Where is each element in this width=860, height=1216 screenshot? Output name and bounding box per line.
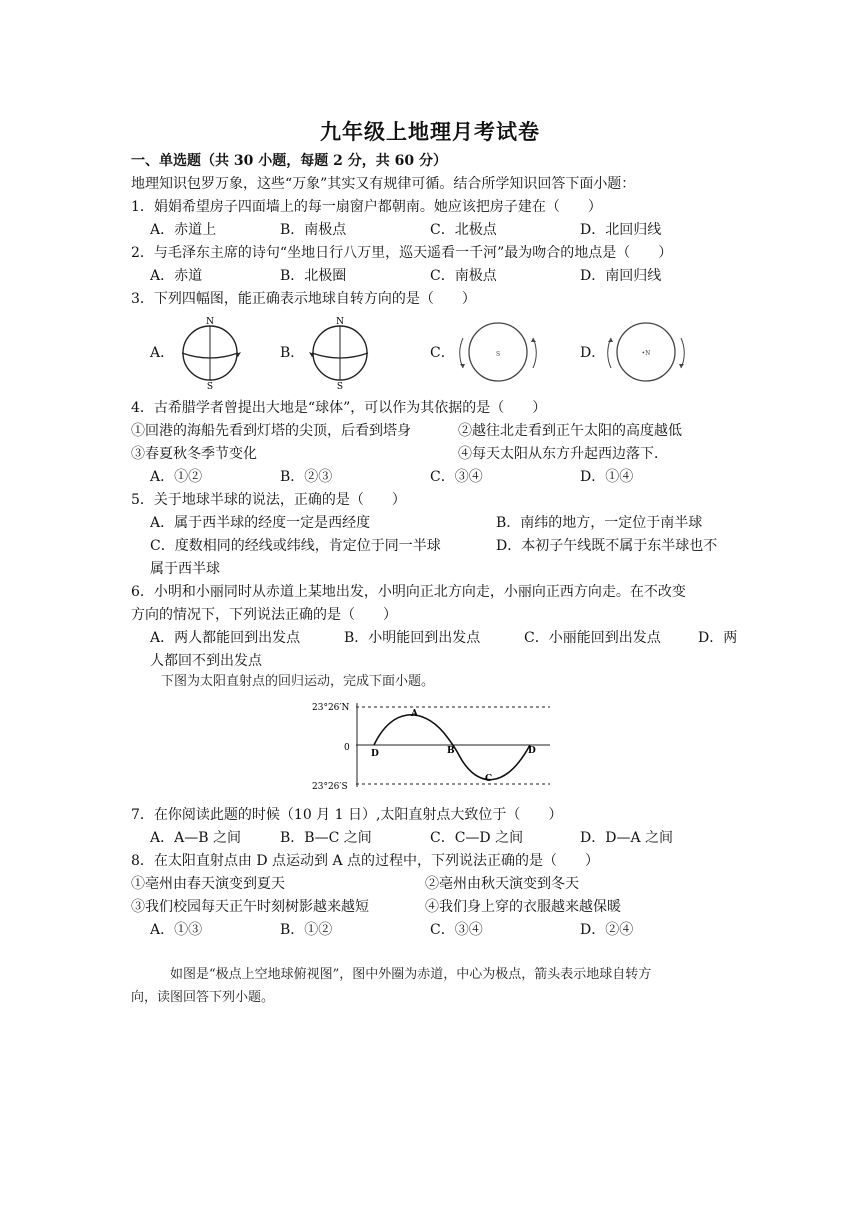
- point-d-label-right: D: [528, 746, 536, 756]
- pole-label: S: [495, 351, 501, 358]
- q3-option-a[interactable]: A．: [150, 345, 175, 361]
- q6-option-c[interactable]: C．小丽能回到出发点: [524, 630, 661, 646]
- q7-option-b[interactable]: B．B—C 之间: [280, 830, 372, 846]
- q4-statement-4: ④每天太阳从东方升起西边落下．: [458, 446, 668, 462]
- sun-migration-diagram: [310, 697, 555, 792]
- q7-option-c[interactable]: C．C—D 之间: [430, 830, 524, 846]
- q4-statement-1: ①回港的海船先看到灯塔的尖顶，后看到塔身: [131, 423, 411, 439]
- q6-option-a[interactable]: A．两人都能回到出发点: [150, 630, 301, 646]
- polar-figure-instruction: 如图是“极点上空地球俯视图”，图中外圈为赤道，中心为极点，箭头表示地球自转方: [170, 967, 652, 982]
- q8-option-d[interactable]: D．②④: [580, 922, 634, 938]
- q3-option-c[interactable]: C．: [430, 345, 455, 361]
- south-label: S: [206, 382, 214, 391]
- pole-label: •N: [641, 350, 651, 357]
- diagram-instruction: 下图为太阳直射点的回归运动，完成下面小题。: [161, 674, 435, 689]
- point-c-label: C: [485, 774, 493, 784]
- equator-label: 0: [344, 743, 350, 753]
- q6-option-d[interactable]: D．两: [698, 630, 738, 646]
- q1-option-c[interactable]: C．北极点: [430, 222, 497, 238]
- south-label: S: [336, 382, 344, 391]
- rotation-arc-left: [608, 338, 611, 368]
- q5-stem: 5．关于地球半球的说法，正确的是（ ）: [131, 492, 406, 508]
- exam-title: 九年级上地理月考试卷: [320, 119, 540, 144]
- rotation-arc-left: [460, 338, 463, 368]
- q6-stem: 6．小明和小丽同时从赤道上某地出发，小明向正北方向走，小丽向正西方向走。在不改变: [131, 584, 686, 600]
- q5-option-d-cont: 属于西半球: [150, 561, 220, 577]
- north-label: N: [206, 317, 214, 327]
- q6-stem-cont: 方向的情况下，下列说法正确的是（ ）: [131, 607, 397, 623]
- q1-option-d[interactable]: D．北回归线: [580, 222, 662, 238]
- q5-option-d[interactable]: D．本初子午线既不属于东半球也不: [496, 538, 718, 554]
- q6-option-b[interactable]: B．小明能回到出发点: [344, 630, 481, 646]
- q2-option-a[interactable]: A．赤道: [150, 268, 203, 284]
- q7-stem: 7．在你阅读此题的时候（10 月 1 日）,太阳直射点大致位于（ ）: [131, 807, 563, 823]
- q2-option-d[interactable]: D．南回归线: [580, 268, 662, 284]
- south-tropic-label: 23°26′S: [312, 782, 348, 792]
- q5-option-b[interactable]: B．南纬的地方，一定位于南半球: [496, 515, 703, 531]
- intro-text: 地理知识包罗万象，这些“万象”其实又有规律可循。结合所学知识回答下面小题：: [131, 176, 636, 192]
- q8-statement-4: ④我们身上穿的衣服越来越保暖: [425, 899, 621, 915]
- q3-option-b[interactable]: B．: [280, 345, 305, 361]
- q4-option-a[interactable]: A．①②: [150, 469, 203, 485]
- q1-stem: 1．娟娟希望房子四面墙上的每一扇窗户都朝南。她应该把房子建在（ ）: [131, 199, 602, 215]
- q5-option-c[interactable]: C．度数相同的经线或纬线，肯定位于同一半球: [150, 538, 441, 554]
- q6-option-d-cont: 人都回不到出发点: [150, 653, 262, 669]
- polar-figure-instruction-cont: 向，读图回答下列小题。: [131, 990, 275, 1005]
- q8-statement-3: ③我们校园每天正午时刻树影越来越短: [131, 899, 369, 915]
- q8-statement-2: ②亳州由秋天演变到冬天: [425, 876, 579, 892]
- q2-stem: 2．与毛泽东主席的诗句“坐地日行八万里，巡天遥看一千河”最为吻合的地点是（ ）: [131, 245, 673, 261]
- q8-stem: 8．在太阳直射点由 D 点运动到 A 点的过程中，下列说法正确的是（ ）: [131, 853, 600, 869]
- rotation-arc-right: [533, 338, 536, 368]
- q4-option-c[interactable]: C．③④: [430, 469, 483, 485]
- q5-option-a[interactable]: A．属于西半球的经度一定是西经度: [150, 515, 371, 531]
- north-label: N: [336, 317, 344, 327]
- point-b-label: B: [447, 746, 455, 756]
- q8-statement-1: ①亳州由春天演变到夏天: [131, 876, 285, 892]
- q4-option-b[interactable]: B．②③: [280, 469, 333, 485]
- q3-stem: 3．下列四幅图，能正确表示地球自转方向的是（ ）: [131, 291, 476, 307]
- globe-b-figure: [300, 313, 380, 391]
- north-tropic-label: 23°26′N: [312, 703, 350, 713]
- q8-option-c[interactable]: C．③④: [430, 922, 483, 938]
- q3-option-d[interactable]: D．: [580, 345, 606, 361]
- q1-option-b[interactable]: B．南极点: [280, 222, 347, 238]
- q2-option-b[interactable]: B．北极圈: [280, 268, 347, 284]
- rotation-arc-right: [681, 338, 684, 368]
- globe-d-figure: [603, 318, 689, 386]
- q8-option-a[interactable]: A．①③: [150, 922, 203, 938]
- point-d-label-left: D: [371, 749, 379, 759]
- globe-a-figure: [170, 313, 250, 391]
- q4-option-d[interactable]: D．①④: [580, 469, 634, 485]
- q7-option-d[interactable]: D．D—A 之间: [580, 830, 674, 846]
- q1-option-a[interactable]: A．赤道上: [150, 222, 217, 238]
- q4-stem: 4．古希腊学者曾提出大地是“球体”，可以作为其依据的是（ ）: [131, 400, 547, 416]
- q7-option-a[interactable]: A．A—B 之间: [150, 830, 241, 846]
- section-heading: 一、单选题（共 30 小题，每题 2 分，共 60 分）: [131, 153, 447, 169]
- globe-c-figure: [455, 318, 541, 386]
- point-a-label: A: [411, 709, 418, 719]
- q4-statement-3: ③春夏秋冬季节变化: [131, 446, 257, 462]
- q2-option-c[interactable]: C．南极点: [430, 268, 497, 284]
- q8-option-b[interactable]: B．①②: [280, 922, 333, 938]
- q4-statement-2: ②越往北走看到正午太阳的高度越低: [458, 423, 682, 439]
